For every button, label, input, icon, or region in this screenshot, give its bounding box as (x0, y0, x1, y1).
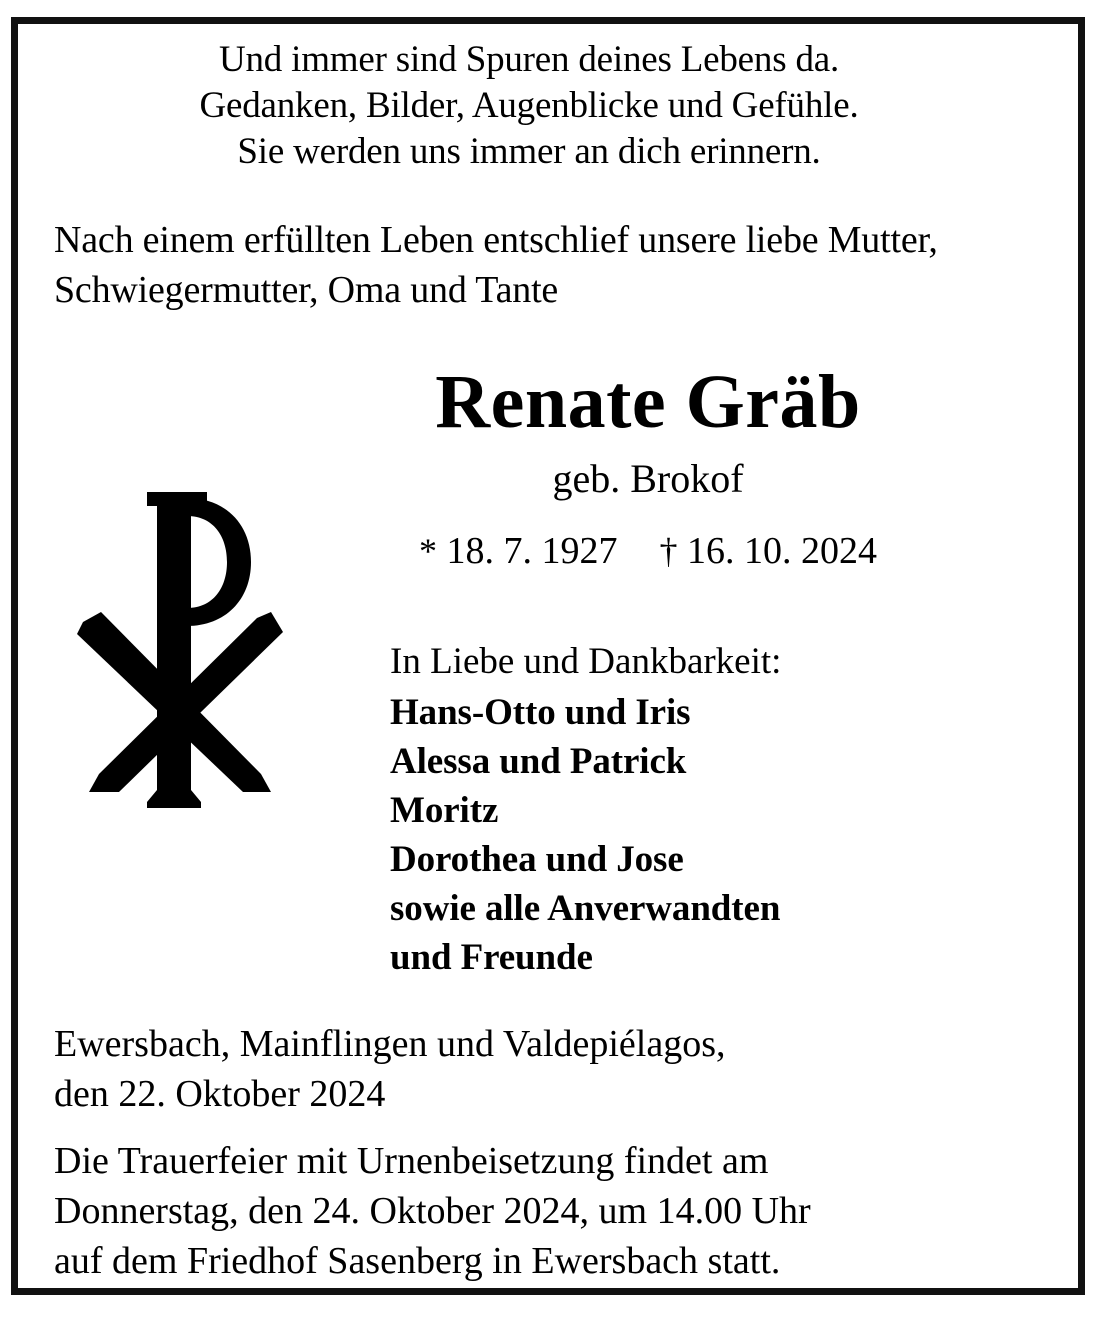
memorial-verse (18, 37, 1040, 175)
birth-date: 18. 7. 1927 (446, 530, 618, 572)
date-line: den 22. Oktober 2024 (54, 1073, 386, 1115)
obituary-notice-inner (18, 24, 1078, 1288)
mourners-list (390, 688, 990, 982)
birth-star-icon: * (419, 531, 437, 571)
deceased-name: Renate Gräb (435, 360, 861, 444)
mourner-name: Alessa und Patrick (390, 741, 687, 782)
intro-text (54, 215, 1054, 315)
obituary-notice (11, 17, 1085, 1295)
verse-line-1: Und immer sind Spuren deines Lebens da. (218, 39, 840, 80)
verse-line-2: Gedanken, Bilder, Augenblicke und Gefühle. (199, 85, 859, 126)
mourners-heading: In Liebe und Dankbarkeit: (390, 641, 782, 682)
cross-icon: † (659, 531, 678, 571)
mourner-name: Hans-Otto und Iris (390, 692, 691, 733)
mourner-name: Moritz (390, 790, 499, 831)
intro-line-2: Schwiegermutter, Oma und Tante (54, 269, 559, 311)
mourners-block (390, 638, 990, 982)
chi-rho-icon (75, 484, 285, 814)
mourner-name: Dorothea und Jose (390, 839, 684, 880)
service-details (54, 1136, 1054, 1286)
lifespan (318, 527, 978, 575)
intro-line-1: Nach einem erfüllten Leben entschlief unsere liebe Mutter, (54, 219, 938, 261)
mourner-name: und Freunde (390, 937, 593, 978)
deceased-block (318, 359, 978, 575)
service-line-1: Die Trauerfeier mit Urnenbeisetzung findet am (54, 1140, 769, 1182)
service-line-2: Donnerstag, den 24. Oktober 2024, um 14.00 Uhr (54, 1190, 811, 1232)
mourner-name: sowie alle Anverwandten (390, 888, 781, 929)
birth-date-group (419, 530, 618, 572)
place-and-date (54, 1019, 1034, 1119)
maiden-name: geb. Brokof (552, 456, 744, 501)
verse-line-3: Sie werden uns immer an dich erinnern. (237, 131, 821, 172)
death-date-group (660, 530, 878, 572)
service-line-3: auf dem Friedhof Sasenberg in Ewersbach statt. (54, 1240, 781, 1282)
death-date: 16. 10. 2024 (687, 530, 877, 572)
place-line: Ewersbach, Mainflingen und Valdepiélagos, (54, 1023, 726, 1065)
